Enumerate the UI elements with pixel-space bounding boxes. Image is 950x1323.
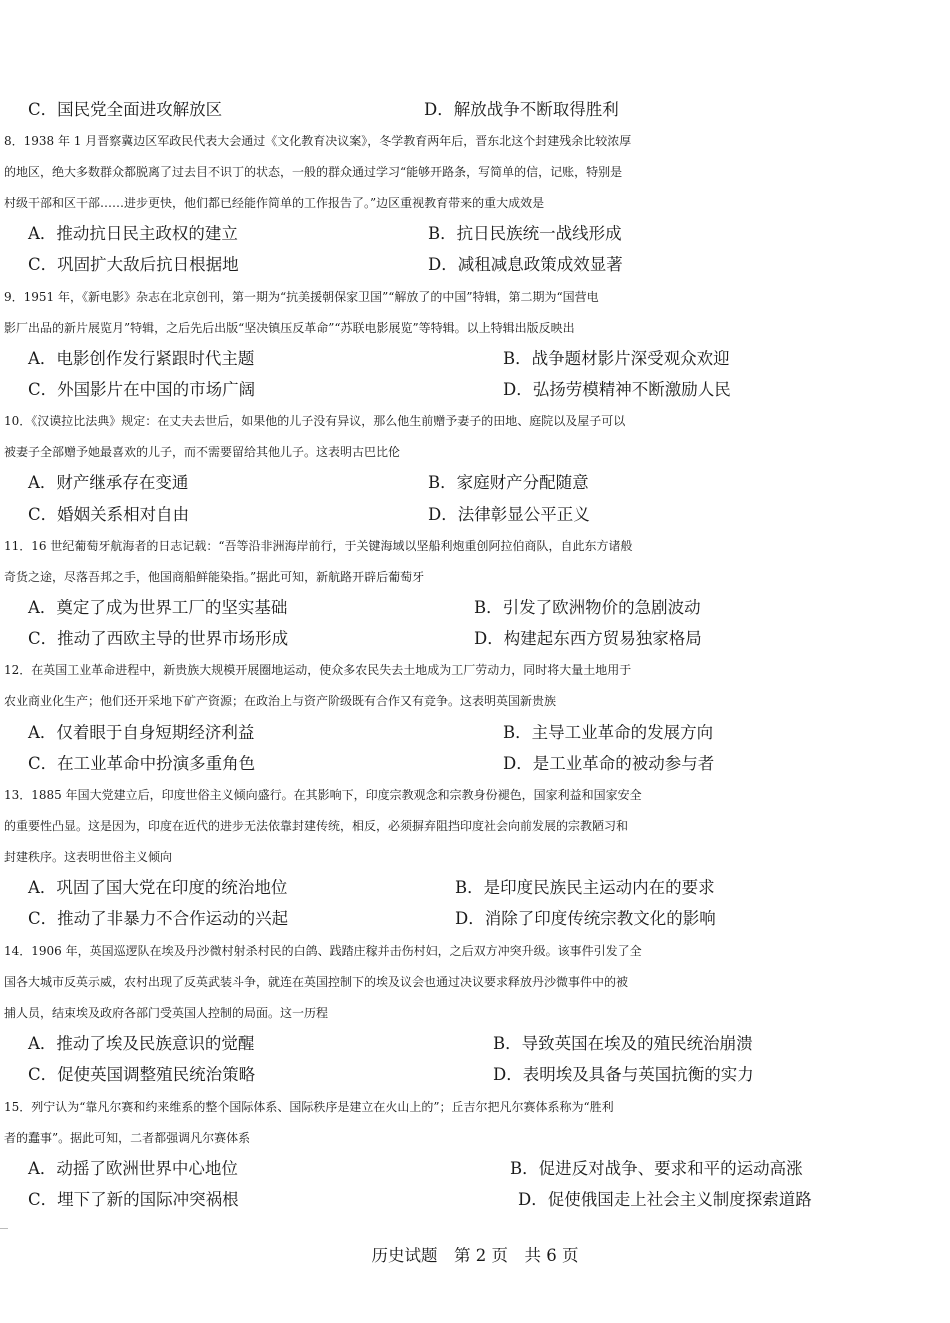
q15-option-b: B．促进反对战争、要求和平的运动高涨 <box>510 1159 803 1178</box>
page-footer: 历史试题 第 2 页 共 6 页 <box>371 1246 579 1265</box>
q8-option-c: C．巩固扩大敌后抗日根据地 <box>28 255 239 274</box>
q11-option-b: B．引发了欧洲物价的急剧波动 <box>474 598 701 617</box>
q13-stem-line-3: 封建秩序。这表明世俗主义倾向 <box>4 850 173 864</box>
q11-option-c: C．推动了西欧主导的世界市场形成 <box>28 629 289 648</box>
q10-option-a: A．财产继承存在变通 <box>28 473 189 492</box>
q12-option-c: C．在工业革命中扮演多重角色 <box>28 754 256 773</box>
q9-option-b: B．战争题材影片深受观众欢迎 <box>503 349 730 368</box>
q9-option-c: C．外国影片在中国的市场广阔 <box>28 380 256 399</box>
q7-option-c: C．国民党全面进攻解放区 <box>28 100 223 119</box>
q13-stem-line-2: 的重要性凸显。这是因为，印度在近代的进步无法依靠封建传统，相反，必须摒弃阻挡印度社会向前发展的宗教陋习和 <box>4 819 629 833</box>
q12-option-b: B．主导工业革命的发展方向 <box>503 723 714 742</box>
q15-option-d: D．促使俄国走上社会主义制度探索道路 <box>518 1190 812 1209</box>
q13-option-c: C．推动了非暴力不合作运动的兴起 <box>28 909 289 928</box>
q14-option-c: C．促使英国调整殖民统治策略 <box>28 1065 256 1084</box>
q8-option-b: B．抗日民族统一战线形成 <box>428 224 622 243</box>
q13-option-d: D．消除了印度传统宗教文化的影响 <box>455 909 716 928</box>
q8-stem-line-3: 村级干部和区干部……进步更快，他们都已经能作简单的工作报告了。”边区重视教育带来的重大成效是 <box>4 196 545 210</box>
q8-option-d: D．减租减息政策成效显著 <box>428 255 623 274</box>
q9-option-d: D．弘扬劳模精神不断激励人民 <box>503 380 731 399</box>
q15-stem-line-2: 者的蠢事”。据此可知，二者都强调凡尔赛体系 <box>4 1131 251 1145</box>
q12-option-d: D．是工业革命的被动参与者 <box>503 754 715 773</box>
q13-stem-line-1: 13．1885 年国大党建立后，印度世俗主义倾向盛行。在其影响下，印度宗教观念和宗教身份褪色，国家利益和国家安全 <box>4 788 642 802</box>
q13-option-b: B．是印度民族民主运动内在的要求 <box>455 878 715 897</box>
q14-option-a: A．推动了埃及民族意识的觉醒 <box>28 1034 255 1053</box>
q14-stem-line-1: 14．1906 年，英国巡逻队在埃及丹沙微村射杀村民的白鸽、践踏庄稼并击伤村妇，之后双方冲突升级。该事件引发了全 <box>4 944 642 958</box>
q11-stem-line-1: 11．16 世纪葡萄牙航海者的日志记载：“吾等沿非洲海岸前行，于关键海域以坚船利炮重创阿拉伯商队，自此东方诸般 <box>4 539 633 553</box>
q12-stem-line-1: 12．在英国工业革命进程中，新贵族大规模开展圈地运动，使众多农民失去土地成为工厂劳动力，同时将大量土地用于 <box>4 663 632 677</box>
q10-option-c: C．婚姻关系相对自由 <box>28 505 190 524</box>
q11-stem-line-2: 奇货之途，尽落吾邦之手，他国商船鲜能染指。”据此可知，新航路开辟后葡萄牙 <box>4 570 425 584</box>
q8-stem-line-1: 8．1938 年 1 月晋察冀边区军政民代表大会通过《文化教育决议案》，冬学教育两年后，晋东北这个封建残余比较浓厚 <box>4 134 632 148</box>
q11-option-a: A．奠定了成为世界工厂的坚实基础 <box>28 598 288 617</box>
q7-option-d: D．解放战争不断取得胜利 <box>424 100 619 119</box>
q14-stem-line-3: 捕人员，结束埃及政府各部门受英国人控制的局面。这一历程 <box>4 1006 329 1020</box>
q12-option-a: A．仅着眼于自身短期经济利益 <box>28 723 255 742</box>
q10-stem-line-2: 被妻子全部赠予她最喜欢的儿子，而不需要留给其他儿子。这表明古巴比伦 <box>4 445 401 459</box>
q15-option-c: C．埋下了新的国际冲突祸根 <box>28 1190 239 1209</box>
q10-stem-line-1: 10．《汉谟拉比法典》规定：在丈夫去世后，如果他的儿子没有异议，那么他生前赠予妻子的田地、庭院以及屋子可以 <box>4 414 626 428</box>
q10-option-d: D．法律彰显公平正义 <box>428 505 590 524</box>
q9-stem-line-2: 影厂出品的新片展览月”特辑，之后先后出版“坚决镇压反革命”“苏联电影展览”等特辑。以上特辑出版反映出 <box>4 321 575 335</box>
q15-option-a: A．动摇了欧洲世界中心地位 <box>28 1159 238 1178</box>
q8-option-a: A．推动抗日民主政权的建立 <box>28 224 238 243</box>
margin-mark <box>0 1228 8 1229</box>
q14-option-b: B．导致英国在埃及的殖民统治崩溃 <box>493 1034 753 1053</box>
q12-stem-line-2: 农业商业化生产；他们还开采地下矿产资源；在政治上与资产阶级既有合作又有竞争。这表明英国新贵族 <box>4 694 557 708</box>
q14-stem-line-2: 国各大城市反英示威，农村出现了反英武装斗争，就连在英国控制下的埃及议会也通过决议要求释放丹沙微事件中的被 <box>4 975 629 989</box>
q8-stem-line-2: 的地区，绝大多数群众都脱离了过去目不识丁的状态，一般的群众通过学习“能够开路条，写简单的信，记账，特别是 <box>4 165 623 179</box>
q15-stem-line-1: 15．列宁认为“靠凡尔赛和约来维系的整个国际体系、国际秩序是建立在火山上的”；丘吉尔把凡尔赛体系称为“胜利 <box>4 1100 614 1114</box>
q14-option-d: D．表明埃及具备与英国抗衡的实力 <box>493 1065 754 1084</box>
q9-option-a: A．电影创作发行紧跟时代主题 <box>28 349 255 368</box>
q13-option-a: A．巩固了国大党在印度的统治地位 <box>28 878 288 897</box>
q11-option-d: D．构建起东西方贸易独家格局 <box>474 629 702 648</box>
q9-stem-line-1: 9．1951 年，《新电影》杂志在北京创刊，第一期为“抗美援朝保家卫国”“解放了的中国”特辑，第二期为“国营电 <box>4 290 599 304</box>
q10-option-b: B．家庭财产分配随意 <box>428 473 589 492</box>
